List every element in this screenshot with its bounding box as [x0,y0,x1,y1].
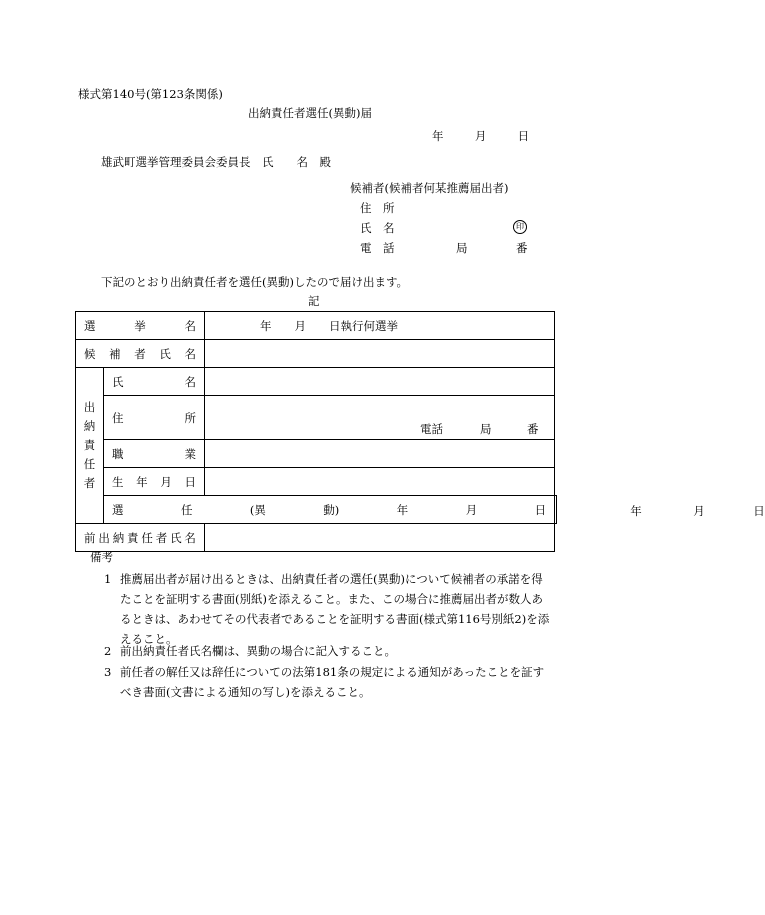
label-char: 日 [184,474,196,489]
treasurer-label [76,398,103,493]
note-number: 2 [104,644,112,658]
note-item-3 [104,662,554,702]
table-row-candidate-name [76,340,557,368]
treasurer-address-label [104,410,204,426]
label-char: 候 [84,346,96,361]
treasurer-name-value [205,368,555,396]
addressee: 雄武町選挙管理委員会委員長 氏 名 殿 [101,155,331,169]
date-year: 年 [432,129,444,143]
note-item-1 [104,569,554,649]
label-char: 納 [83,419,96,433]
prev-name-label-cell [76,524,205,552]
candidate-address-row [360,200,395,216]
label-char: 選 [112,502,124,517]
label-char: 者 [83,476,96,490]
label-char: 任 [83,457,96,471]
label-char: 所 [184,410,196,425]
label-char: 氏 [112,374,124,389]
occupation-label-cell [104,440,205,468]
candidate-address-label: 住 所 [360,201,395,215]
form-table [75,311,765,552]
label-char: 業 [184,446,196,461]
label-char: 前 [84,530,96,545]
appointment-label-cell [104,496,555,524]
label-char: 出 [98,530,110,545]
label-char: 職 [112,446,124,461]
treasurer-phone-kyoku: 局 [480,422,492,436]
label-char: 動) [323,502,340,517]
table-row-election [76,312,557,340]
treasurer-address-value [205,396,555,440]
birthdate-value [205,468,555,496]
label-char: 挙 [134,318,146,333]
label-char: 名 [184,530,196,545]
treasurer-name-label [104,374,204,390]
election-label [76,318,204,334]
date-month: 月 [474,129,487,143]
candidate-name-label-cell [76,340,205,368]
statement: 下記のとおり出納責任者を選任(異動)したので届け出ます。 [101,275,409,289]
page-title: 出納責任者選任(異動)届 [248,106,372,120]
label-char: 日 [534,502,547,517]
label-char: 任 [141,530,153,545]
label-char: 住 [112,410,124,425]
appointment-year: 年 [630,504,642,518]
label-char: 月 [465,502,478,517]
label-char: 責 [127,530,139,545]
note-number: 3 [104,665,112,679]
form-number: 様式第140号(第123条関係) [78,87,223,101]
table-row-treasurer-address [76,396,557,440]
treasurer-label-cell [76,368,104,524]
label-char: 名 [184,374,196,389]
candidate-label: 候補者(候補者何某推薦届出者) [350,181,509,195]
occupation-label [104,446,204,462]
label-char: 名 [184,346,196,361]
prev-name-value [205,524,555,552]
label-char: 年 [136,474,148,489]
candidate-phone-ban: 番 [516,241,528,255]
prev-name-label [76,530,204,546]
note-item-2 [104,641,554,661]
label-char: 納 [112,530,125,545]
label-char: 氏 [170,530,182,545]
election-label-cell [76,312,205,340]
note-number: 1 [104,572,112,586]
occupation-value [205,440,555,468]
label-char: 責 [83,438,96,452]
candidate-name-label [76,346,204,362]
candidate-name-row [360,220,528,236]
label-char: 補 [109,346,121,361]
label-char: 月 [160,474,172,489]
appointment-value [555,496,765,524]
table-row-prev-name [76,524,557,552]
birthdate-label [104,474,204,490]
candidate-name-label: 氏 名 [360,221,395,235]
label-char: 氏 [159,346,171,361]
election-value: 年 月 日執行何選挙 [205,312,555,340]
date-line [432,128,529,144]
table-row-treasurer-name [76,368,557,396]
treasurer-phone-label: 電話 [420,422,443,436]
candidate-name-value [205,340,555,368]
label-char: 年 [396,502,409,517]
candidate-phone-label: 電 話 [360,241,395,255]
appointment-day: 日 [753,504,765,518]
label-char: 者 [155,530,168,545]
table-row-appointment [76,496,557,524]
note-text: 推薦届出者が届け出るときは、出納責任者の選任(異動)について候補者の承諾を得たことを証明する書面(別紙)を添えること。また、この場合に推薦届出者が数人あるときは、あわせてその代表者であることを証明する書面(様式第116号別紙2)を添えること。 [120,572,550,646]
label-char: 出 [83,400,96,414]
treasurer-phone-ban: 番 [527,422,539,436]
ki-heading: 記 [308,294,320,308]
label-char: 名 [184,318,196,333]
table-row-birthdate [76,468,557,496]
note-text: 前出納責任者氏名欄は、異動の場合に記入すること。 [120,644,396,658]
label-char: 者 [134,346,146,361]
table-row-occupation [76,440,557,468]
label-char: 選 [84,318,96,333]
treasurer-address-label-cell [104,396,205,440]
appointment-month: 月 [693,504,705,518]
birthdate-label-cell [104,468,205,496]
seal-mark: 印 [513,220,527,234]
appointment-label [104,502,554,518]
candidate-phone-kyoku: 局 [456,241,468,255]
label-char: 任 [180,502,193,517]
date-day: 日 [517,129,530,143]
treasurer-name-label-cell [104,368,205,396]
label-char: (異 [249,502,266,517]
notes-heading: 備考 [90,550,113,564]
candidate-phone-row [360,240,528,256]
note-text: 前任者の解任又は辞任についての法第181条の規定による通知があったことを証すべき書面(文書による通知の写し)を添えること。 [120,665,545,699]
label-char: 生 [112,474,124,489]
